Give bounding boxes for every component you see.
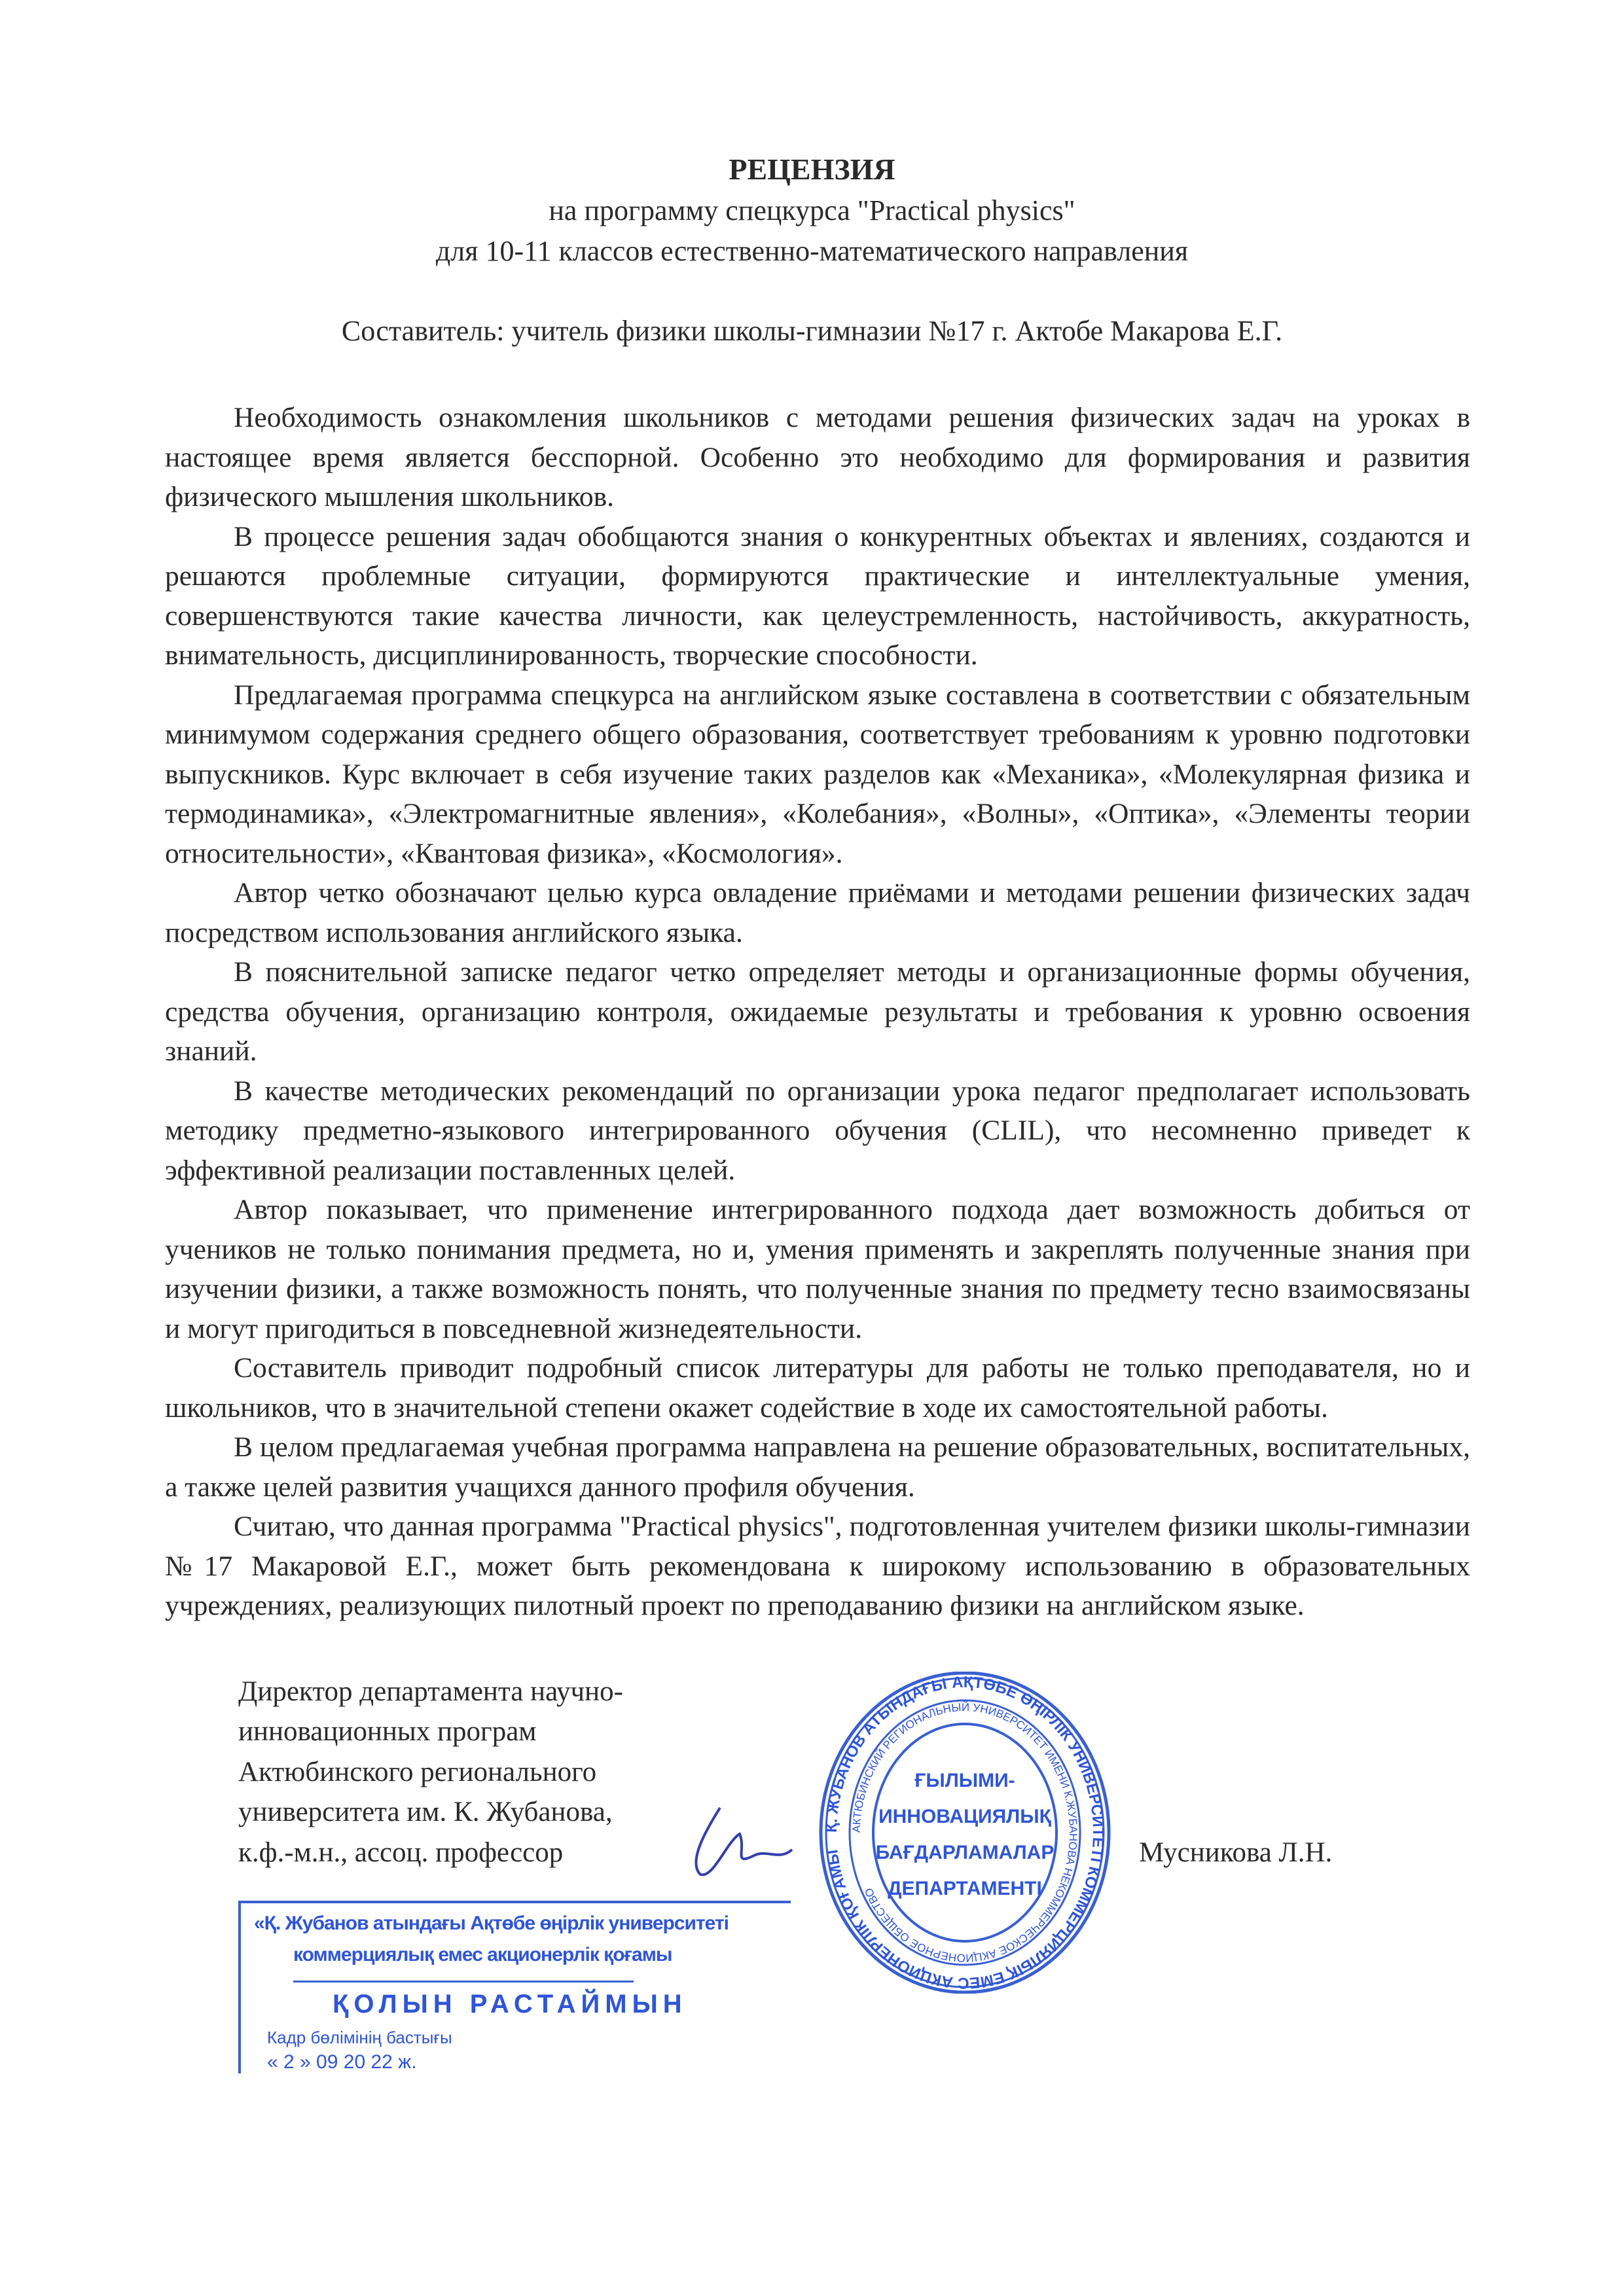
paragraph: В целом предлагаемая учебная программа направлена на решение образовательных, воспитательных, а также целей развития учащихся данного профиля обучения. (165, 1431, 1470, 1503)
paragraph: В процессе решения задач обобщаются знания о конкурентных объектах и явлениях, создаются и решаются проблемные ситуации, формируются практические и интеллектуальные умения, совершенствуются такие качества личности, как целеустремленность, настойчивость, аккуратность, внимательность, дисциплинированность, творческие способности. (165, 520, 1470, 671)
rectangular-stamp (238, 1901, 791, 2073)
seal-center-text: БАҒДАРЛАМАЛАР (875, 1841, 1055, 1863)
seal-inner-text: АКТЮБИНСКИЙ РЕГИОНАЛЬНЫЙ УНИВЕРСИТЕТ ИМЕНИ К.ЖУБАНОВА НЕКОММЕРЧЕСКОЕ АКЦИОНЕРНОЕ ОБЩЕСТВО (850, 1700, 1080, 1964)
stamp-divider (293, 1981, 634, 1982)
document-subtitle-2: для 10-11 классов естественно-математического направления (435, 235, 1189, 267)
seal-rings-icon (818, 1672, 1111, 1994)
stamp-text: Кадр бөлімінің бастығы (267, 2027, 452, 2047)
svg-text:АКТЮБИНСКИЙ РЕГИОНАЛЬНЫЙ УНИВЕ (850, 1700, 1079, 1964)
author-line: Составитель: учитель физики школы-гимназии №17 г. Актобе Макарова Е.Г. (341, 315, 1283, 347)
seal-center-text: ИННОВАЦИЯЛЫҚ (878, 1805, 1051, 1827)
signer-title: университета им. К. Жубанова, (238, 1797, 613, 1827)
stamp-date: « 2 » 09 20 22 ж. (267, 2051, 417, 2073)
handwritten-signature-icon (681, 1803, 799, 1881)
stamp-text: ҚОЛЫН РАСТАЙМЫН (333, 1989, 687, 2018)
paragraph: В качестве методических рекомендаций по организации урока педагог предполагает использовать методику предметно-языкового интегрированного обучения (CLIL), что несомненно приведет к эффективной реализации поставленных целей. (165, 1075, 1470, 1186)
signature-section (0, 1672, 1624, 2077)
signer-title: к.ф.-м.н., ассоц. профессор (238, 1837, 564, 1868)
paragraph: Автор четко обозначают целью курса овладение приёмами и методами решении физических задач посредством использования английского языка. (165, 877, 1470, 948)
svg-text:Қ. ЖУБАНОВ АТЫНДАҒЫ АҚТӨБЕ ӨҢІ (823, 1673, 1107, 1991)
seal-center-text: ҒЫЛЫМИ- (914, 1769, 1015, 1791)
stamp-text: «Қ. Жубанов атындағы Ақтөбе өңірлік университеті (254, 1912, 729, 1934)
round-seal (818, 1672, 1111, 1994)
signature-block (238, 1672, 623, 1873)
signer-name: Мусникова Л.Н. (1139, 1837, 1333, 1868)
review-body (165, 398, 1470, 1626)
document-title: РЕЦЕНЗИЯ (729, 152, 895, 186)
seal-outer-text: Қ. ЖУБАНОВ АТЫНДАҒЫ АҚТӨБЕ ӨҢІРЛІК УНИВЕРСИТЕТІ КОММЕРЦИЯЛЫҚ ЕМЕС АКЦИОНЕРЛІК ҚОҒАМЫ (822, 1673, 1108, 1992)
paragraph: В пояснительной записке педагог четко определяет методы и организационные формы обучения, средства обучения, организацию контроля, ожидаемые результаты и требования к уровню освоения знаний. (165, 956, 1470, 1067)
document-flow (0, 398, 1624, 2077)
paragraph: Считаю, что данная программа "Practical physics", подготовленная учителем физики школы-гимназии №17 Макаровой Е.Г., может быть рекомендована к широкому использованию в образовательных учреждениях, реализующих пилотный проект по преподаванию физики на английском языке. (165, 1511, 1470, 1621)
signer-title: Актюбинского регионального (238, 1756, 597, 1787)
paragraph: Автор показывает, что применение интегрированного подхода дает возможность добиться от учеников не только понимания предмета, но и, умения применять и закреплять полученные знания при изучении физики, а также возможность понять, что полученные знания по предмету тесно взаимосвязаны и могут пригодиться в повседневной жизнедеятельности. (165, 1194, 1470, 1344)
signer-title: Директор департамента научно- (238, 1676, 623, 1707)
document-subtitle: на программу спецкурса "Practical physics" (549, 194, 1075, 226)
stamp-text: коммерциялық емес акционерлік қоғамы (293, 1943, 672, 1965)
signer-title: инновационных програм (238, 1716, 537, 1747)
paragraph: Необходимость ознакомления школьников с методами решения физических задач на уроках в настоящее время является бесспорной. Особенно это необходимо для формирования и развития физического мышления школьников. (165, 402, 1470, 512)
seal-center-text: ДЕПАРТАМЕНТІ (888, 1877, 1042, 1899)
paragraph: Предлагаемая программа спецкурса на английском языке составлена в соответствии с обязательным минимумом содержания среднего общего образования, соответствует требованиям к уровню подготовки выпускников. Курс включает в себя изучение таких разделов как «Механика», «Молекулярная физика и термодинамика», «Электромагнитные явления», «Колебания», «Волны», «Оптика», «Элементы теории относительности», «Квантовая физика», «Космология». (165, 679, 1470, 869)
paragraph: Составитель приводит подробный список литературы для работы не только преподавателя, но и школьников, что в значительной степени окажет содействие в ходе их самостоятельной работы. (165, 1352, 1470, 1424)
